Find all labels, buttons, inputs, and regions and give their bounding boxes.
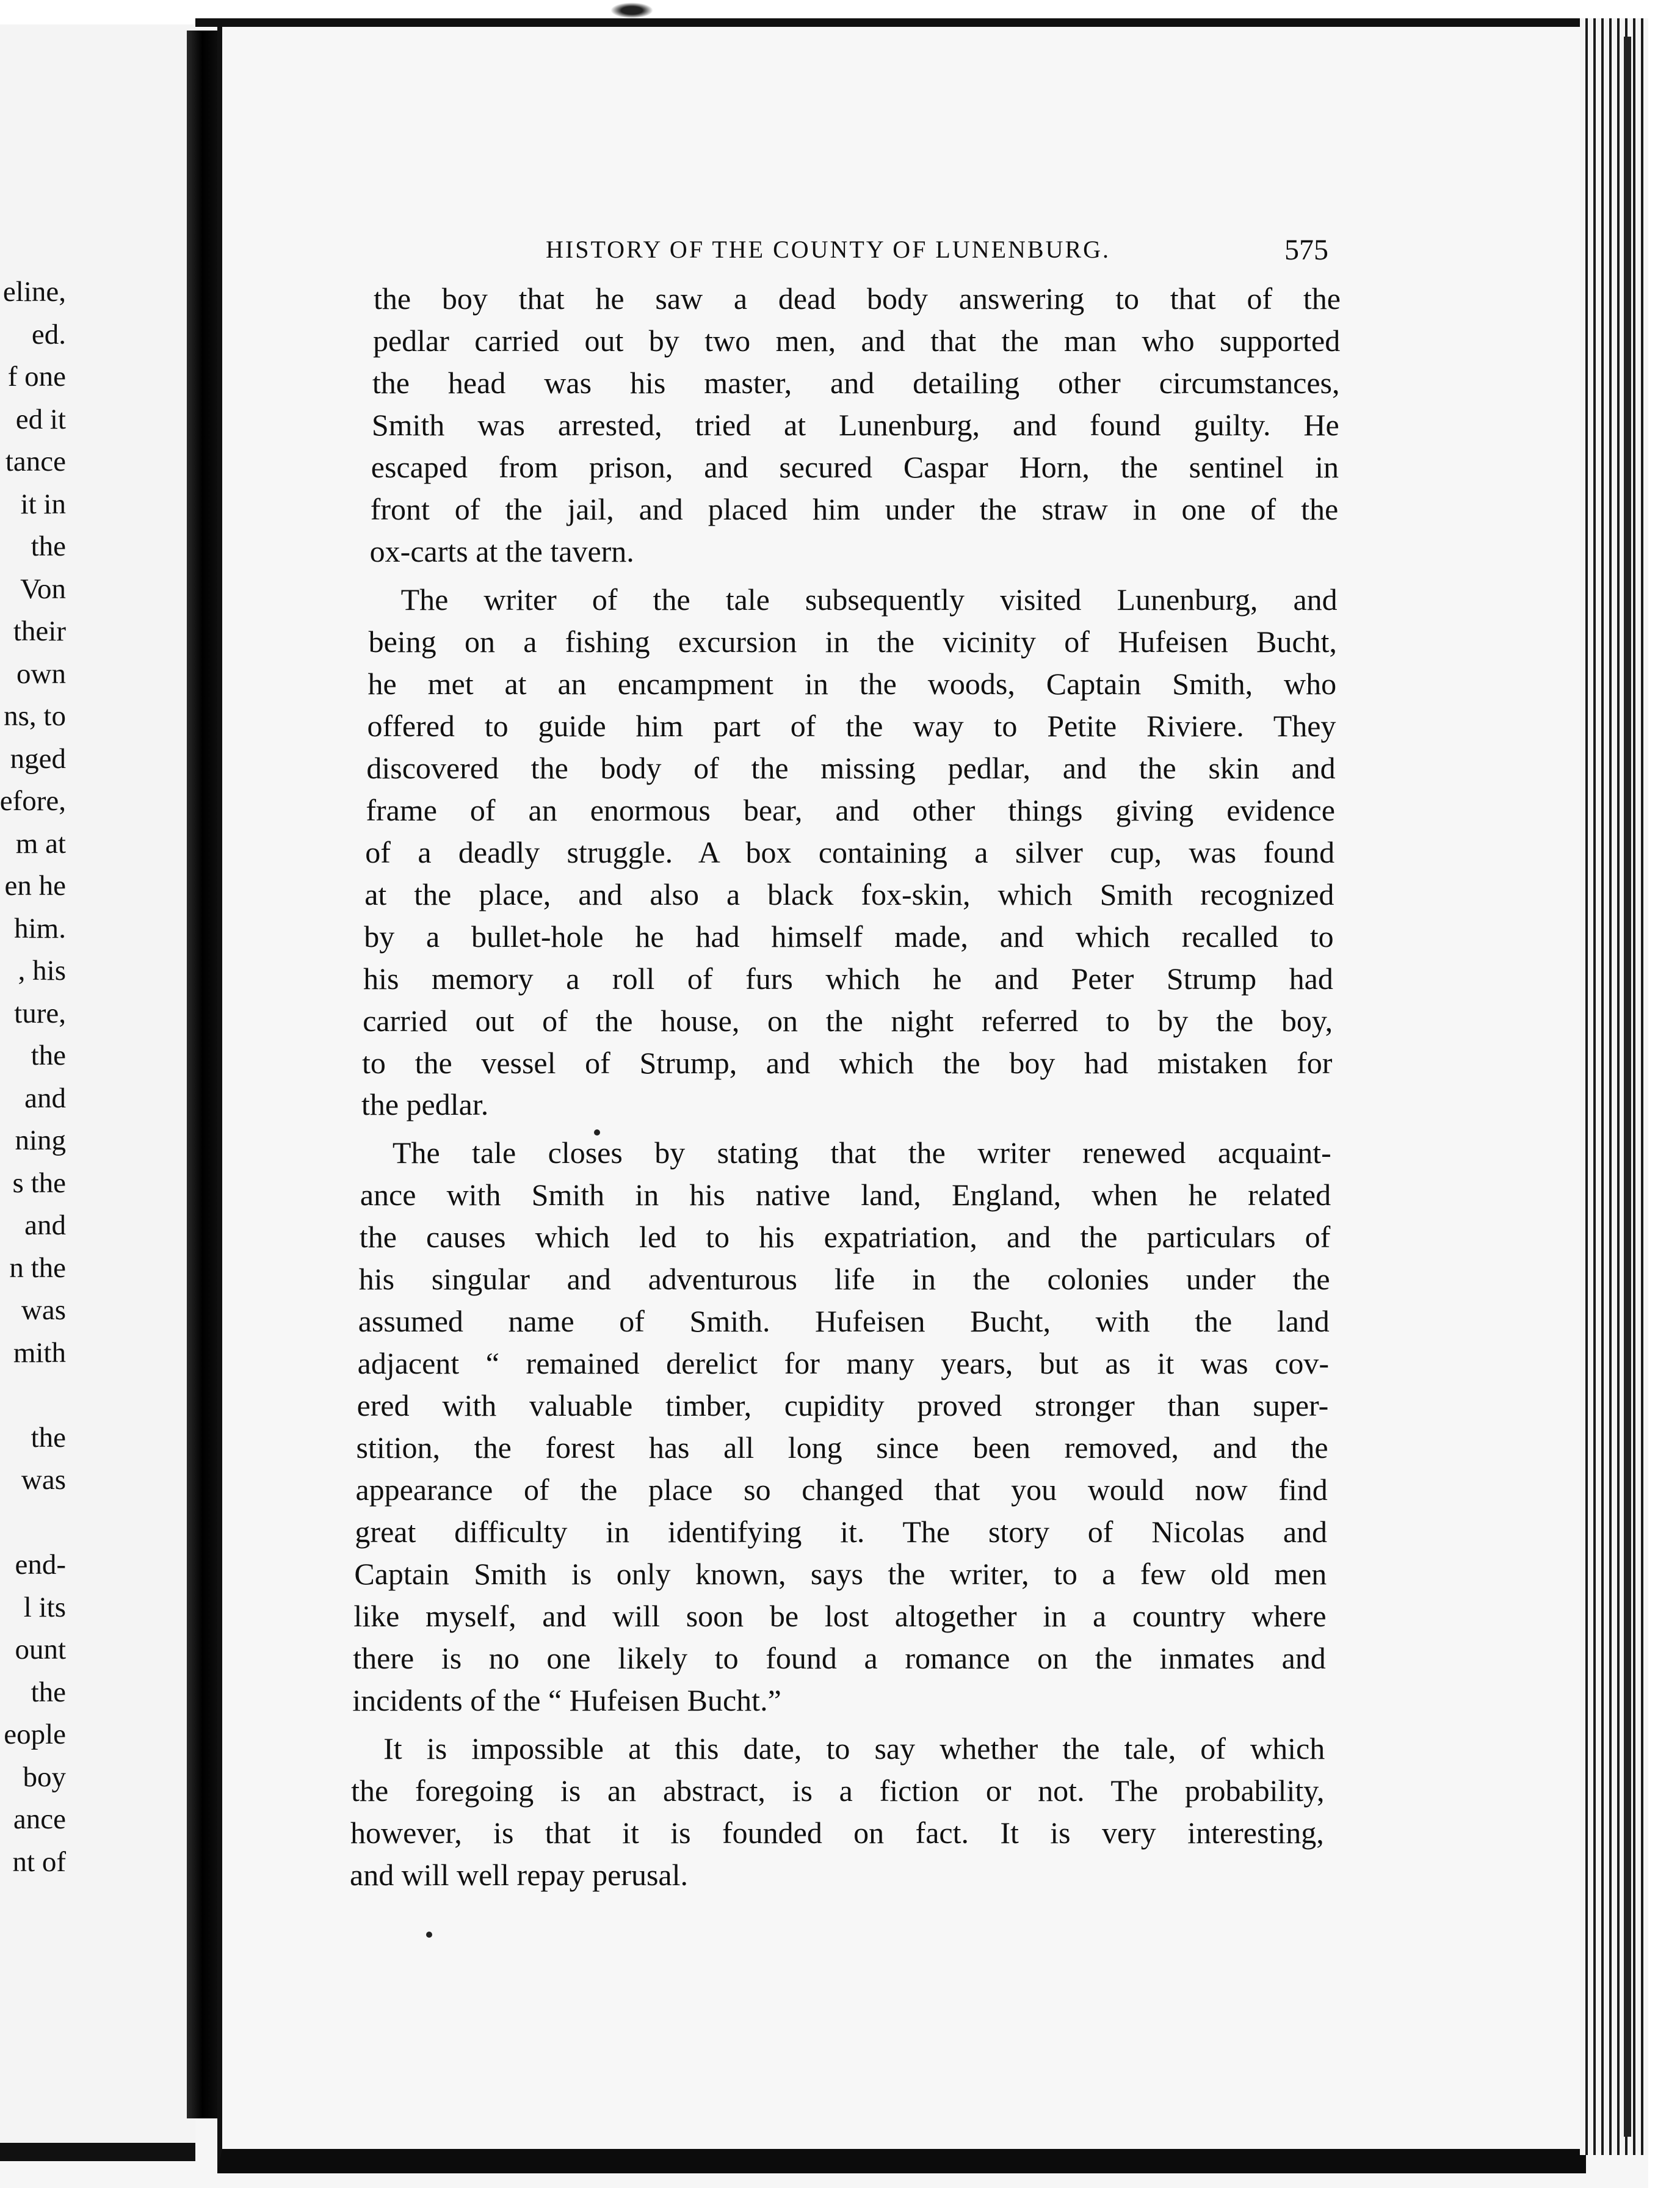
text-line: front of the jail, and placed him under the straw in one of the bbox=[370, 491, 1339, 526]
text-line: his singular and adventurous life in the colonies under the bbox=[358, 1262, 1330, 1297]
text-line: ox-carts at the tavern. bbox=[369, 534, 634, 568]
left-page-fragment: tance bbox=[5, 446, 66, 477]
left-page-fragment: and bbox=[24, 1209, 66, 1241]
text-line: being on a fishing excursion in the vicinity of Hufeisen Bucht, bbox=[368, 624, 1337, 659]
text-line: he met at an encampment in the woods, Captain Smith, who bbox=[368, 666, 1337, 701]
page-number: 575 bbox=[1284, 234, 1328, 266]
left-page-fragment: ance bbox=[13, 1803, 66, 1835]
text-line: like myself, and will soon be lost altogether in a country where bbox=[353, 1599, 1327, 1634]
left-page-fragment: , his bbox=[18, 955, 66, 987]
left-page-fragment: and bbox=[24, 1082, 66, 1114]
text-line: appearance of the place so changed that you would now find bbox=[355, 1473, 1328, 1507]
running-head: HISTORY OF THE COUNTY OF LUNENBURG. bbox=[546, 236, 1111, 263]
text-line: the foregoing is an abstract, is a fiction or not. The probability, bbox=[351, 1773, 1325, 1808]
text-line: The tale closes by stating that the writer renewed acquaint- bbox=[392, 1136, 1331, 1170]
text-line: his memory a roll of furs which he and Peter Strump had bbox=[363, 961, 1333, 996]
left-page-fragment: ture, bbox=[14, 997, 66, 1029]
text-line: frame of an enormous bear, and other things giving evidence bbox=[366, 792, 1335, 827]
right-margin bbox=[1648, 12, 1680, 2188]
text-line: great difficulty in identifying it. The story of Nicolas and bbox=[355, 1515, 1328, 1549]
left-page-fragment: eline, bbox=[2, 276, 66, 308]
left-page-fragment: nged bbox=[10, 742, 66, 775]
left-page-fragment: end- bbox=[15, 1549, 66, 1581]
left-page-fragment: him. bbox=[14, 912, 66, 944]
left-page-fragment: ed. bbox=[31, 318, 66, 350]
left-page-fragment: en he bbox=[4, 870, 66, 902]
text-line: adjacent “ remained derelict for many years, but as it was cov- bbox=[357, 1346, 1330, 1381]
text-line: stition, the forest has all long since been removed, and the bbox=[356, 1430, 1328, 1465]
left-page-fragment: was bbox=[21, 1294, 66, 1326]
left-page-fragment: ount bbox=[15, 1634, 66, 1665]
left-page-fragment: ns, to bbox=[4, 700, 66, 732]
text-line: discovered the body of the missing pedlar, and the skin and bbox=[366, 750, 1336, 785]
left-page-fragment: the bbox=[31, 1040, 66, 1071]
left-page-fragment: ning bbox=[15, 1125, 66, 1156]
text-line: ered with valuable timber, cupidity proved stronger than super- bbox=[357, 1388, 1329, 1423]
text-line: of a deadly struggle. A box containing a silver cup, was found bbox=[365, 835, 1335, 869]
text-line: and will well repay perusal. bbox=[350, 1858, 688, 1892]
left-page-fragment: m at bbox=[15, 827, 66, 860]
left-page-fragment: the bbox=[31, 1421, 66, 1454]
left-page-fragment: was bbox=[21, 1464, 66, 1496]
left-page-fragment: s the bbox=[12, 1167, 66, 1199]
text-line: Captain Smith is only known, says the writer, to a few old men bbox=[354, 1557, 1327, 1592]
page-edge-shadow bbox=[1624, 37, 1631, 2137]
text-line: incidents of the “ Hufeisen Bucht.” bbox=[352, 1683, 781, 1718]
left-facing-page bbox=[0, 24, 195, 2161]
left-page-fragment: f one bbox=[7, 361, 66, 393]
left-page-fragment: the bbox=[31, 1676, 66, 1708]
left-page-fragment: Von bbox=[20, 573, 66, 605]
left-page-fragment: n the bbox=[9, 1252, 66, 1284]
text-line: pedlar carried out by two men, and that the man who supported bbox=[372, 323, 1341, 358]
text-line: The writer of the tale subsequently visited Lunenburg, and bbox=[400, 582, 1338, 617]
text-line: at the place, and also a black fox-skin, which Smith recognized bbox=[364, 877, 1334, 911]
text-line: offered to guide him part of the way to Petite Riviere. They bbox=[367, 708, 1336, 743]
left-page-fragment: own bbox=[16, 657, 66, 690]
left-page-fragment: l its bbox=[23, 1591, 66, 1623]
page-edges bbox=[1580, 18, 1653, 2155]
left-page-fragment: the bbox=[31, 531, 66, 562]
left-page-fragment: nt of bbox=[12, 1846, 66, 1878]
text-line: assumed name of Smith. Hufeisen Bucht, with the land bbox=[358, 1304, 1330, 1339]
text-line: however, is that it is founded on fact. It is very interesting, bbox=[350, 1816, 1324, 1850]
text-line: by a bullet-hole he had himself made, and which recalled to bbox=[364, 919, 1334, 954]
text-line: escaped from prison, and secured Caspar Horn, the sentinel in bbox=[371, 449, 1339, 484]
left-page-fragment: eople bbox=[4, 1719, 66, 1750]
left-page-fragment: mith bbox=[13, 1336, 66, 1369]
top-scan-mark bbox=[610, 2, 653, 18]
text-line: Smith was arrested, tried at Lunenburg, and found guilty. He bbox=[371, 407, 1339, 442]
left-page-fragment: their bbox=[13, 615, 66, 647]
text-line: It is impossible at this date, to say whether the tale, of which bbox=[383, 1731, 1325, 1766]
left-page-fragment: ed it bbox=[15, 403, 66, 435]
left-page-fragment: it in bbox=[20, 488, 66, 520]
text-line: to the vessel of Strump, and which the boy had mistaken for bbox=[362, 1045, 1333, 1080]
text-line: ance with Smith in his native land, England, when he related bbox=[360, 1178, 1331, 1212]
text-line: the head was his master, and detailing other circumstances, bbox=[372, 365, 1340, 400]
speck bbox=[594, 1129, 600, 1136]
left-page-fragment: efore, bbox=[0, 785, 66, 817]
text-line: the causes which led to his expatriation, and the particulars of bbox=[359, 1220, 1331, 1255]
top-edge bbox=[0, 0, 1680, 28]
left-page-fragment: boy bbox=[23, 1761, 66, 1793]
text-line: the pedlar. bbox=[361, 1087, 489, 1122]
text-line: carried out of the house, on the night referred to by the boy, bbox=[363, 1003, 1333, 1038]
text-line: there is no one likely to found a romance on the inmates and bbox=[353, 1641, 1326, 1676]
speck bbox=[426, 1932, 432, 1938]
top-edge-bar bbox=[195, 18, 1618, 27]
text-line: the boy that he saw a dead body answering to that of the bbox=[374, 281, 1341, 316]
